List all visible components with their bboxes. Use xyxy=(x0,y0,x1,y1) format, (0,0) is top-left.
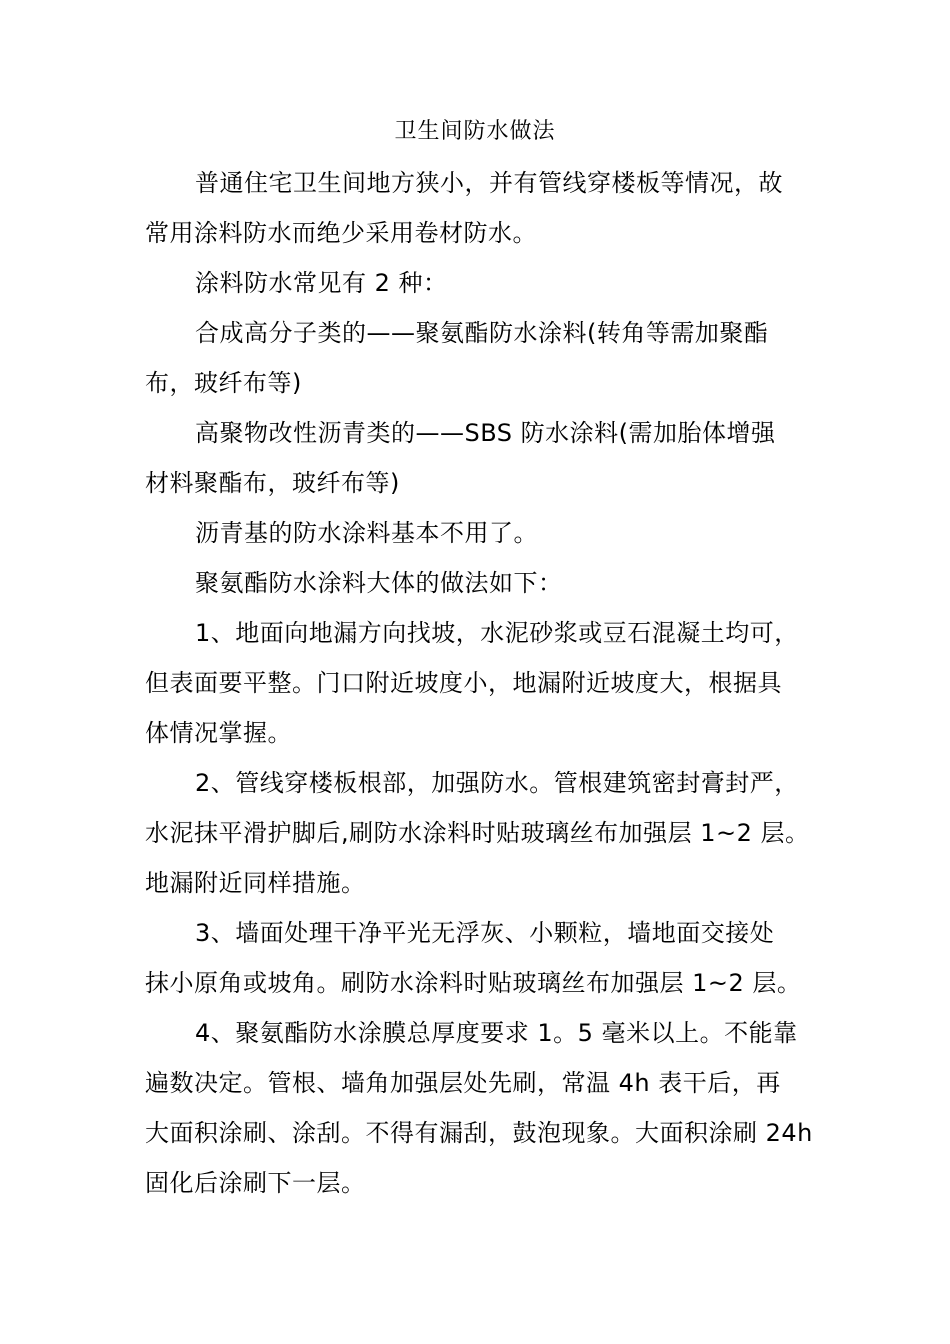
paragraph-line: 水泥抹平滑护脚后,刷防水涂料时贴玻璃丝布加强层 1~2 层。 xyxy=(145,819,810,847)
paragraph-line: 高聚物改性沥青类的——SBS 防水涂料(需加胎体增强 xyxy=(195,419,776,447)
paragraph-line: 但表面要平整。门口附近坡度小，地漏附近坡度大，根据具 xyxy=(145,669,782,697)
paragraph-line: 材料聚酯布，玻纤布等) xyxy=(145,469,400,497)
paragraph-line: 普通住宅卫生间地方狭小，并有管线穿楼板等情况，故 xyxy=(195,169,783,197)
paragraph-line: 2、管线穿楼板根部，加强防水。管根建筑密封膏封严， xyxy=(195,769,799,797)
paragraph-line: 体情况掌握。 xyxy=(145,719,292,747)
paragraph-line: 地漏附近同样措施。 xyxy=(145,869,366,897)
paragraph-line: 涂料防水常见有 2 种： xyxy=(195,269,448,297)
paragraph-line: 固化后涂刷下一层。 xyxy=(145,1169,366,1197)
paragraph-line: 聚氨酯防水涂料大体的做法如下： xyxy=(195,569,563,597)
paragraph-line: 抹小原角或坡角。刷防水涂料时贴玻璃丝布加强层 1~2 层。 xyxy=(145,969,802,997)
paragraph-line: 大面积涂刷、涂刮。不得有漏刮，鼓泡现象。大面积涂刷 24h xyxy=(145,1119,813,1147)
paragraph-line: 布，玻纤布等) xyxy=(145,369,302,397)
paragraph-line: 合成高分子类的——聚氨酯防水涂料(转角等需加聚酯 xyxy=(195,319,769,347)
paragraph-line: 常用涂料防水而绝少采用卷材防水。 xyxy=(145,219,537,247)
paragraph-line: 3、墙面处理干净平光无浮灰、小颗粒，墙地面交接处 xyxy=(195,919,775,947)
paragraph-line: 沥青基的防水涂料基本不用了。 xyxy=(195,519,538,547)
paragraph-line: 遍数决定。管根、墙角加强层处先刷，常温 4h 表干后，再 xyxy=(145,1069,781,1097)
document-title: 卫生间防水做法 xyxy=(394,119,556,144)
paragraph-line: 4、聚氨酯防水涂膜总厚度要求 1。5 毫米以上。不能靠 xyxy=(195,1019,798,1047)
paragraph-line: 1、地面向地漏方向找坡，水泥砂浆或豆石混凝土均可， xyxy=(195,619,799,647)
